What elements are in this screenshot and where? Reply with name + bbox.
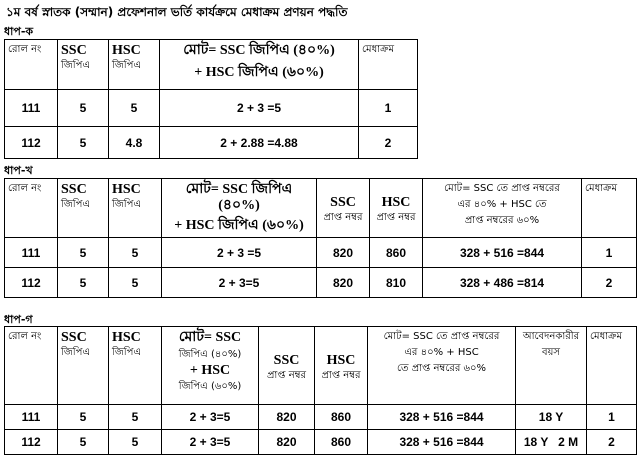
cell-ssc-gpa: 5	[58, 90, 109, 127]
header-hsc-marks: HSC প্রাপ্ত নম্বর	[315, 327, 368, 405]
cell-ssc-gpa: 5	[58, 238, 109, 268]
step-c-label: ধাপ-গ	[4, 313, 33, 326]
cell-hsc-gpa: 5	[109, 405, 162, 430]
header-roll: রোল নং	[5, 40, 58, 90]
header-marks-total: মোট= SSC তে প্রাপ্ত নম্বরের এর ৪০% + HSC তে প্রাপ্ত নম্বরের ৬০%	[423, 179, 582, 238]
cell-merit: 2	[359, 127, 418, 159]
cell-applicant-age: 18 Y	[516, 405, 587, 430]
cell-ssc-marks: 820	[259, 405, 315, 430]
cell-applicant-age: 18 Y 2 M	[516, 430, 587, 455]
cell-roll: 111	[5, 405, 58, 430]
page-title: ১ম বর্ষ স্নাতক (সম্মান) প্রফেশনাল ভর্তি কার্যক্রমে মেধাক্রম প্রণয়ন পদ্ধতি	[6, 5, 348, 19]
table-row	[5, 268, 637, 298]
cell-ssc-marks: 820	[259, 430, 315, 455]
header-marks-total: মোট= SSC তে প্রাপ্ত নম্বরের এর ৪০% + HSC তে প্রাপ্ত নম্বরের ৬০%	[368, 327, 516, 405]
cell-hsc-gpa: 4.8	[109, 127, 160, 159]
cell-marks-total: 328 + 516 =844	[423, 238, 582, 268]
cell-ssc-gpa: 5	[58, 430, 109, 455]
cell-hsc-marks: 860	[315, 405, 368, 430]
cell-ssc-gpa: 5	[58, 268, 109, 298]
cell-gpa-total: 2 + 2.88 =4.88	[160, 127, 359, 159]
cell-roll: 112	[5, 127, 58, 159]
cell-ssc-marks: 820	[317, 238, 370, 268]
cell-gpa-total: 2 + 3 =5	[162, 238, 317, 268]
header-roll: রোল নং	[5, 327, 58, 405]
cell-ssc-gpa: 5	[58, 405, 109, 430]
cell-hsc-gpa: 5	[109, 430, 162, 455]
cell-hsc-marks: 860	[370, 238, 423, 268]
cell-merit: 1	[587, 405, 637, 430]
cell-merit: 1	[359, 90, 418, 127]
cell-marks-total: 328 + 516 =844	[368, 405, 516, 430]
table-row	[5, 90, 418, 127]
header-roll: রোল নং	[5, 179, 58, 238]
cell-hsc-gpa: 5	[109, 268, 162, 298]
cell-roll: 112	[5, 430, 58, 455]
step-a-table	[4, 39, 418, 159]
header-hsc-gpa: HSC জিপিএ	[109, 179, 162, 238]
cell-gpa-total: 2 + 3=5	[162, 405, 259, 430]
step-b-table	[4, 178, 637, 298]
header-ssc-marks: SSC প্রাপ্ত নম্বর	[259, 327, 315, 405]
header-ssc-gpa: SSC জিপিএ	[58, 40, 109, 90]
step-a-label: ধাপ-ক	[4, 25, 34, 38]
table-row	[5, 238, 637, 268]
cell-marks-total: 328 + 516 =844	[368, 430, 516, 455]
table-row	[5, 127, 418, 159]
table-row	[5, 405, 637, 430]
header-merit: মেধাক্রম	[582, 179, 637, 238]
header-merit: মেধাক্রম	[359, 40, 418, 90]
cell-hsc-gpa: 5	[109, 90, 160, 127]
cell-marks-total: 328 + 486 =814	[423, 268, 582, 298]
cell-merit: 2	[582, 268, 637, 298]
cell-hsc-marks: 860	[315, 430, 368, 455]
header-gpa-total: মোট= SSC জিপিএ (৪০%) + HSC জিপিএ (৬০%)	[162, 179, 317, 238]
cell-hsc-gpa: 5	[109, 238, 162, 268]
header-ssc-gpa: SSC জিপিএ	[58, 179, 109, 238]
header-hsc-gpa: HSC জিপিএ	[109, 40, 160, 90]
cell-roll: 111	[5, 90, 58, 127]
cell-roll: 112	[5, 268, 58, 298]
cell-roll: 111	[5, 238, 58, 268]
header-merit: মেধাক্রম	[587, 327, 637, 405]
step-b-label: ধাপ-খ	[4, 164, 33, 177]
cell-gpa-total: 2 + 3=5	[162, 430, 259, 455]
table-row	[5, 430, 637, 455]
cell-ssc-marks: 820	[317, 268, 370, 298]
step-c-table	[4, 326, 637, 455]
header-gpa-total: মোট= SSC জিপিএ (৪০%) + HSC জিপিএ (৬০%)	[162, 327, 259, 405]
header-hsc-gpa: HSC জিপিএ	[109, 327, 162, 405]
cell-merit: 1	[582, 238, 637, 268]
cell-hsc-marks: 810	[370, 268, 423, 298]
header-applicant-age: আবেদনকারীর বয়স	[516, 327, 587, 405]
cell-merit: 2	[587, 430, 637, 455]
header-ssc-marks: SSC প্রাপ্ত নম্বর	[317, 179, 370, 238]
header-gpa-total: মোট= SSC জিপিএ (৪০%) + HSC জিপিএ (৬০%)	[160, 40, 359, 90]
cell-gpa-total: 2 + 3 =5	[160, 90, 359, 127]
cell-gpa-total: 2 + 3=5	[162, 268, 317, 298]
cell-ssc-gpa: 5	[58, 127, 109, 159]
header-ssc-gpa: SSC জিপিএ	[58, 327, 109, 405]
header-hsc-marks: HSC প্রাপ্ত নম্বর	[370, 179, 423, 238]
